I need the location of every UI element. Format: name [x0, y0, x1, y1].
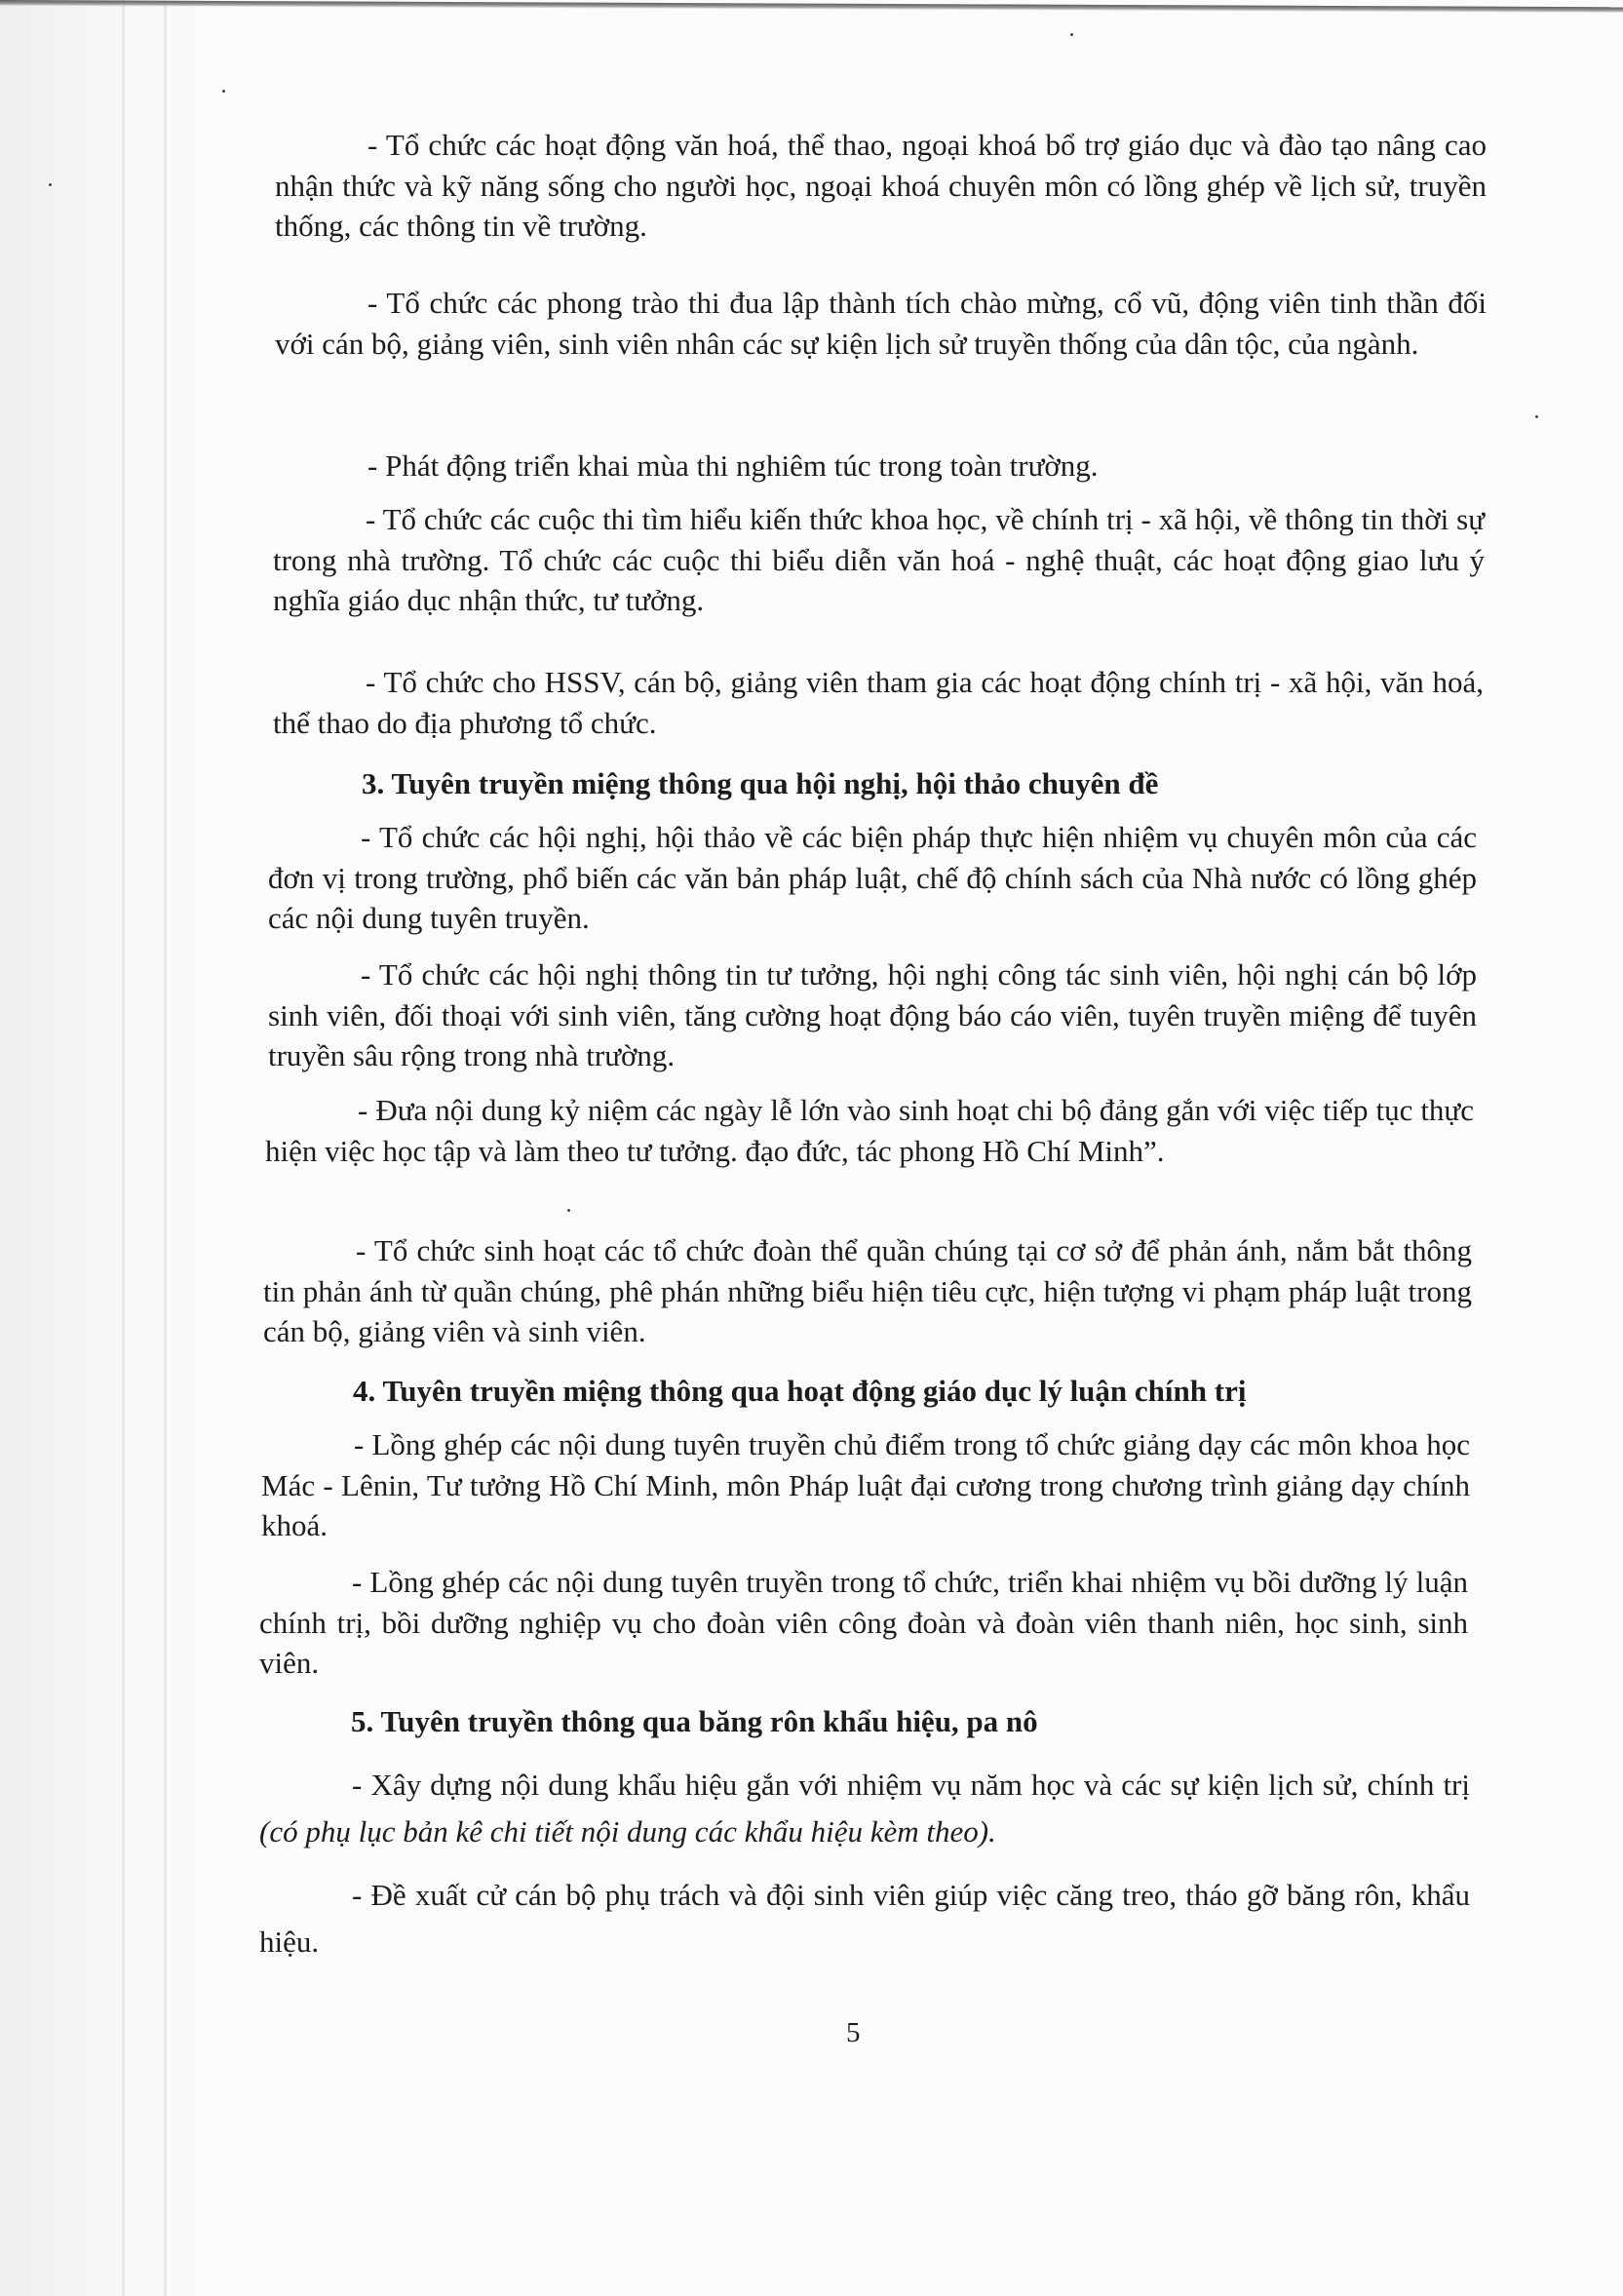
section-4-heading: 4. Tuyên truyền miệng thông qua hoạt động giáo dục lý luận chính trị: [353, 1374, 1247, 1408]
section-5-paragraph-1: [259, 1762, 1470, 1855]
section-5-heading: 5. Tuyên truyền thông qua băng rôn khẩu hiệu, pa nô: [351, 1704, 1038, 1738]
section-3-paragraph-2: - Tổ chức các hội nghị thông tin tư tưởng, hội nghị công tác sinh viên, hội nghị cán bộ lớp sinh viên, đối thoại với sinh viên, tăng cường hoạt động báo cáo viên, tuyên truyền miệng để tuyên truyền sâu rộng trong nhà trường.: [268, 957, 1477, 1072]
appendix-note: (có phụ lục bản kê chi tiết nội dung các khẩu hiệu kèm theo).: [259, 1814, 996, 1848]
paragraph-text: - Xây dựng nội dung khẩu hiệu gắn với nhiệm vụ năm học và các sự kiện lịch sử, chính trị: [352, 1768, 1470, 1802]
paragraph-4: - Tổ chức các cuộc thi tìm hiểu kiến thức khoa học, về chính trị - xã hội, về thông tin thời sự trong nhà trường. Tổ chức các cuộc thi biểu diễn văn hoá - nghệ thuật, các hoạt động giao lưu ý nghĩa giáo dục nhận thức, tư tưởng.: [273, 502, 1485, 617]
paragraph-3: - Phát động triển khai mùa thi nghiêm túc trong toàn trường.: [367, 448, 1099, 483]
section-5-paragraph-2: - Đề xuất cử cán bộ phụ trách và đội sinh viên giúp việc căng treo, tháo gỡ băng rôn, khẩu hiệu.: [259, 1878, 1470, 1959]
paragraph-2: - Tổ chức các phong trào thi đua lập thành tích chào mừng, cổ vũ, động viên tinh thần đối với cán bộ, giảng viên, sinh viên nhân các sự kiện lịch sử truyền thống của dân tộc, của ngành.: [275, 286, 1487, 361]
section-3-paragraph-4: - Tổ chức sinh hoạt các tổ chức đoàn thể quần chúng tại cơ sở để phản ánh, nắm bắt thông tin phản ánh từ quần chúng, phê phán những biểu hiện tiêu cực, hiện tượng vi phạm pháp luật trong cán bộ, giảng viên và sinh viên.: [263, 1233, 1472, 1348]
paragraph-1: - Tổ chức các hoạt động văn hoá, thể thao, ngoại khoá bổ trợ giáo dục và đào tạo nâng cao nhận thức và kỹ năng sống cho người học, ngoại khoá chuyên môn có lồng ghép về lịch sử, truyền thống, các thông tin về trường.: [275, 128, 1487, 243]
section-4-paragraph-2: - Lồng ghép các nội dung tuyên truyền trong tổ chức, triển khai nhiệm vụ bồi dưỡng lý luận chính trị, bồi dưỡng nghiệp vụ cho đoàn viên công đoàn và đoàn viên thanh niên, học sinh, sinh viên.: [259, 1565, 1468, 1680]
section-3-paragraph-1: - Tổ chức các hội nghị, hội thảo về các biện pháp thực hiện nhiệm vụ chuyên môn của các đơn vị trong trường, phổ biến các văn bản pháp luật, chế độ chính sách của Nhà nước có lồng ghép các nội dung tuyên truyền.: [268, 820, 1477, 935]
paragraph-5: - Tổ chức cho HSSV, cán bộ, giảng viên tham gia các hoạt động chính trị - xã hội, văn hoá, thể thao do địa phương tổ chức.: [273, 665, 1484, 740]
section-3-paragraph-3: - Đưa nội dung kỷ niệm các ngày lễ lớn vào sinh hoạt chi bộ đảng gắn với việc tiếp tục thực hiện việc học tập và làm theo tư tưởng. đạo đức, tác phong Hồ Chí Minh”.: [265, 1093, 1474, 1168]
page-number: 5: [846, 2017, 861, 2048]
section-4-paragraph-1: - Lồng ghép các nội dung tuyên truyền chủ điểm trong tổ chức giảng dạy các môn khoa học Mác - Lênin, Tư tưởng Hồ Chí Minh, môn Pháp luật đại cương trong chương trình giảng dạy chính khoá.: [261, 1427, 1470, 1542]
section-3-heading: 3. Tuyên truyền miệng thông qua hội nghị, hội thảo chuyên đề: [362, 766, 1159, 800]
